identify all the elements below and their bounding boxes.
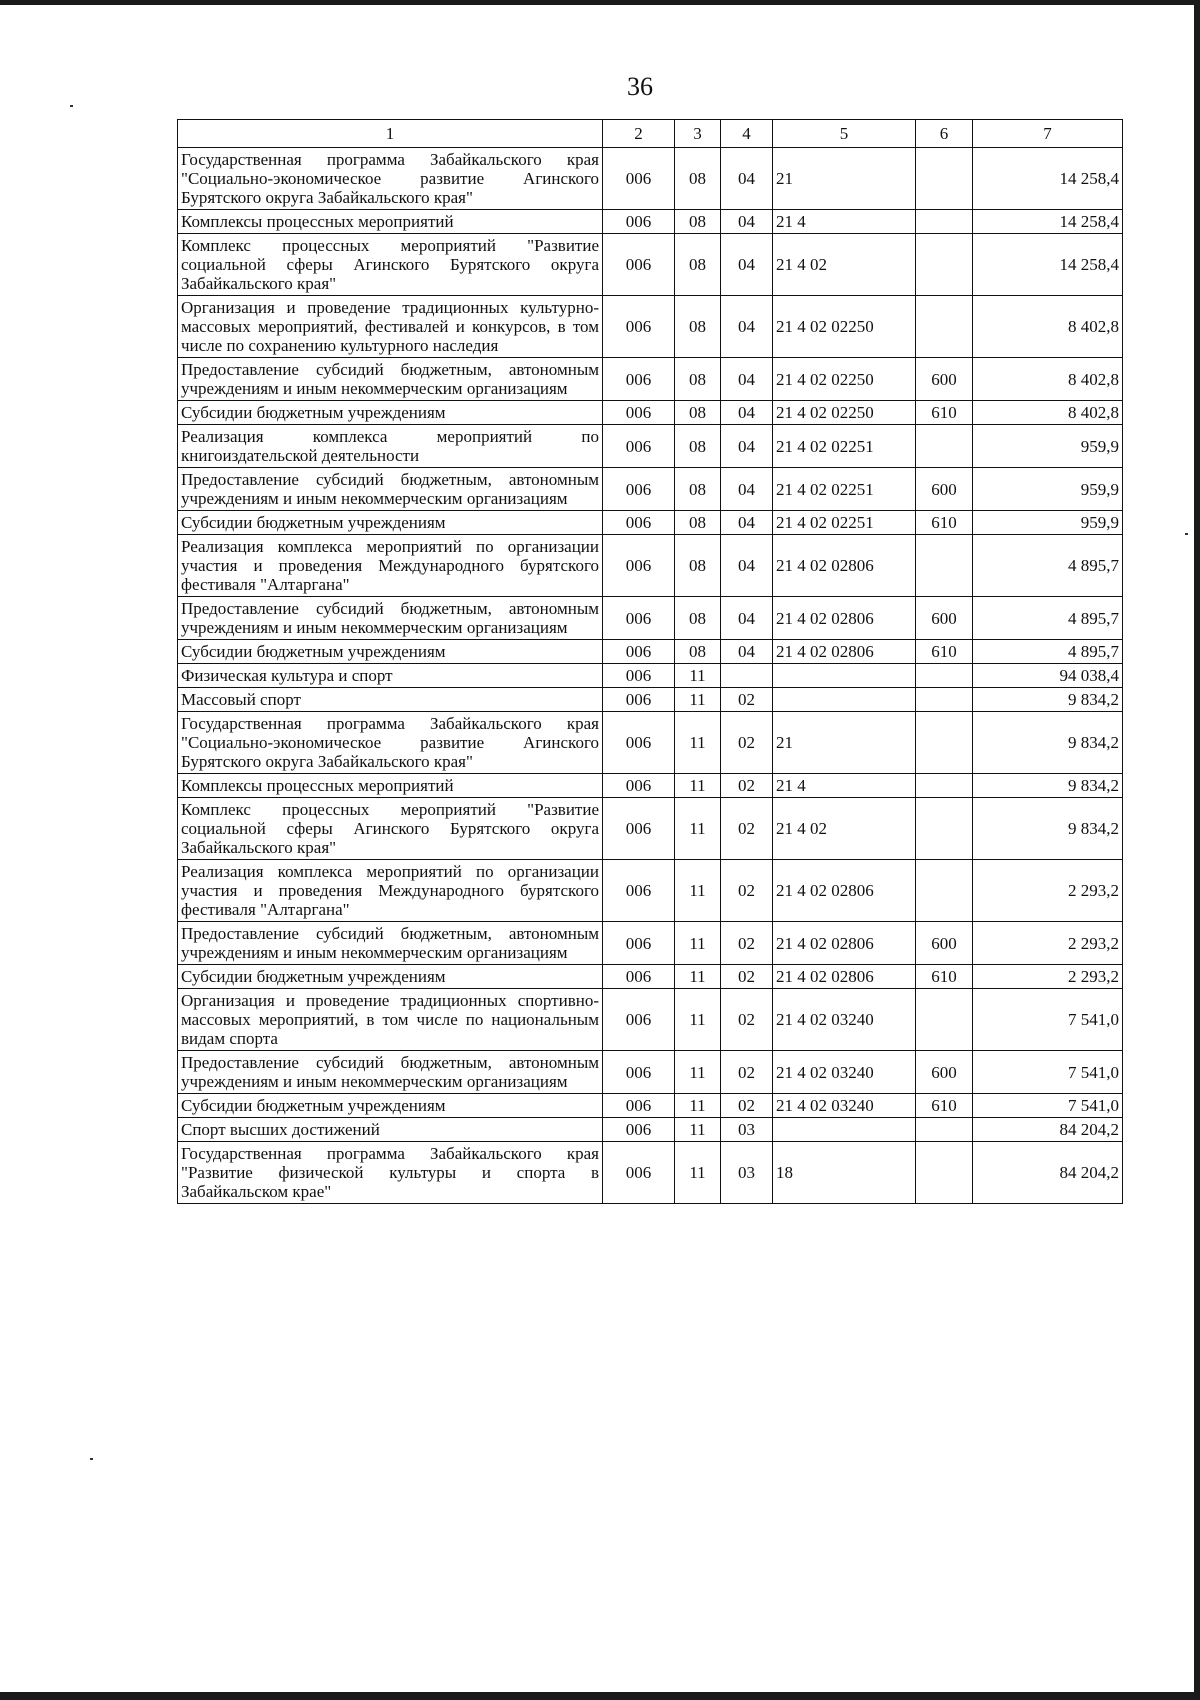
table-row — [178, 234, 1123, 296]
column-header: 6 — [916, 120, 973, 148]
target-article-cell — [773, 1118, 916, 1142]
amount-cell: 959,9 — [973, 425, 1123, 468]
subsection-code-cell: 03 — [721, 1118, 773, 1142]
expense-type-cell — [916, 989, 973, 1051]
expense-type-cell — [916, 425, 973, 468]
ministry-code-cell: 006 — [603, 664, 675, 688]
target-article-cell: 21 4 02 03240 — [773, 1094, 916, 1118]
amount-cell: 8 402,8 — [973, 401, 1123, 425]
section-code-cell: 11 — [675, 1094, 721, 1118]
amount-cell: 84 204,2 — [973, 1142, 1123, 1204]
table-body — [178, 148, 1123, 1204]
subsection-code-cell: 02 — [721, 712, 773, 774]
subsection-code-cell: 04 — [721, 234, 773, 296]
target-article-cell: 21 4 02 02251 — [773, 425, 916, 468]
amount-cell: 14 258,4 — [973, 148, 1123, 210]
ministry-code-cell: 006 — [603, 401, 675, 425]
amount-cell: 7 541,0 — [973, 989, 1123, 1051]
budget-table — [177, 119, 1123, 1204]
expense-type-cell — [916, 664, 973, 688]
row-name-cell: Предоставление субсидий бюджетным, автономным учреждениям и иным некоммерческим организациям — [178, 468, 603, 511]
section-code-cell: 08 — [675, 234, 721, 296]
subsection-code-cell: 02 — [721, 774, 773, 798]
table-row — [178, 425, 1123, 468]
subsection-code-cell: 04 — [721, 296, 773, 358]
ministry-code-cell: 006 — [603, 511, 675, 535]
section-code-cell: 11 — [675, 798, 721, 860]
row-name-cell: Реализация комплекса мероприятий по организации участия и проведения Международного бурятского фестиваля "Алтаргана" — [178, 860, 603, 922]
target-article-cell: 21 4 — [773, 774, 916, 798]
row-name-cell: Комплексы процессных мероприятий — [178, 774, 603, 798]
table-row — [178, 640, 1123, 664]
table-row — [178, 965, 1123, 989]
amount-cell: 8 402,8 — [973, 296, 1123, 358]
scan-border-right — [1194, 0, 1200, 1700]
ministry-code-cell: 006 — [603, 358, 675, 401]
expense-type-cell: 600 — [916, 922, 973, 965]
expense-type-cell — [916, 535, 973, 597]
expense-type-cell: 610 — [916, 965, 973, 989]
table-header-row — [178, 120, 1123, 148]
subsection-code-cell: 02 — [721, 965, 773, 989]
subsection-code-cell: 04 — [721, 210, 773, 234]
ministry-code-cell: 006 — [603, 296, 675, 358]
table-row — [178, 1142, 1123, 1204]
expense-type-cell: 610 — [916, 401, 973, 425]
table-row — [178, 1118, 1123, 1142]
target-article-cell: 21 4 02 02806 — [773, 640, 916, 664]
target-article-cell: 21 4 02 02806 — [773, 922, 916, 965]
subsection-code-cell: 04 — [721, 425, 773, 468]
table-row — [178, 774, 1123, 798]
amount-cell: 14 258,4 — [973, 210, 1123, 234]
page-number: 36 — [627, 72, 653, 101]
section-code-cell: 08 — [675, 401, 721, 425]
target-article-cell: 21 4 02 02250 — [773, 401, 916, 425]
amount-cell: 8 402,8 — [973, 358, 1123, 401]
subsection-code-cell: 02 — [721, 1094, 773, 1118]
section-code-cell: 11 — [675, 922, 721, 965]
row-name-cell: Реализация комплекса мероприятий по организации участия и проведения Международного бурятского фестиваля "Алтаргана" — [178, 535, 603, 597]
amount-cell: 4 895,7 — [973, 597, 1123, 640]
row-name-cell: Государственная программа Забайкальского края "Развитие физической культуры и спорта в Забайкальском крае" — [178, 1142, 603, 1204]
section-code-cell: 08 — [675, 640, 721, 664]
target-article-cell: 21 4 02 02250 — [773, 296, 916, 358]
amount-cell: 9 834,2 — [973, 688, 1123, 712]
row-name-cell: Предоставление субсидий бюджетным, автономным учреждениям и иным некоммерческим организациям — [178, 597, 603, 640]
ministry-code-cell: 006 — [603, 535, 675, 597]
expense-type-cell — [916, 860, 973, 922]
row-name-cell: Комплексы процессных мероприятий — [178, 210, 603, 234]
row-name-cell: Субсидии бюджетным учреждениям — [178, 1094, 603, 1118]
subsection-code-cell: 04 — [721, 468, 773, 511]
expense-type-cell — [916, 148, 973, 210]
section-code-cell: 11 — [675, 774, 721, 798]
target-article-cell — [773, 688, 916, 712]
section-code-cell: 08 — [675, 468, 721, 511]
target-article-cell: 21 — [773, 712, 916, 774]
subsection-code-cell: 04 — [721, 148, 773, 210]
table-row — [178, 1051, 1123, 1094]
section-code-cell: 08 — [675, 358, 721, 401]
ministry-code-cell: 006 — [603, 1142, 675, 1204]
ministry-code-cell: 006 — [603, 468, 675, 511]
expense-type-cell — [916, 688, 973, 712]
expense-type-cell — [916, 1142, 973, 1204]
section-code-cell: 11 — [675, 1051, 721, 1094]
ministry-code-cell: 006 — [603, 798, 675, 860]
section-code-cell: 11 — [675, 860, 721, 922]
section-code-cell: 11 — [675, 688, 721, 712]
target-article-cell: 21 4 02 02806 — [773, 860, 916, 922]
expense-type-cell: 600 — [916, 597, 973, 640]
target-article-cell — [773, 664, 916, 688]
ministry-code-cell: 006 — [603, 234, 675, 296]
section-code-cell: 08 — [675, 535, 721, 597]
amount-cell: 2 293,2 — [973, 922, 1123, 965]
column-header: 4 — [721, 120, 773, 148]
subsection-code-cell — [721, 664, 773, 688]
ministry-code-cell: 006 — [603, 860, 675, 922]
row-name-cell: Государственная программа Забайкальского края "Социально-экономическое развитие Агинского Бурятского округа Забайкальского края" — [178, 148, 603, 210]
ministry-code-cell: 006 — [603, 597, 675, 640]
target-article-cell: 21 4 02 — [773, 234, 916, 296]
expense-type-cell — [916, 1118, 973, 1142]
row-name-cell: Субсидии бюджетным учреждениям — [178, 511, 603, 535]
expense-type-cell: 600 — [916, 1051, 973, 1094]
row-name-cell: Организация и проведение традиционных спортивно-массовых мероприятий, в том числе по национальным видам спорта — [178, 989, 603, 1051]
expense-type-cell: 610 — [916, 1094, 973, 1118]
ministry-code-cell: 006 — [603, 1094, 675, 1118]
column-header: 5 — [773, 120, 916, 148]
expense-type-cell — [916, 296, 973, 358]
expense-type-cell: 600 — [916, 468, 973, 511]
subsection-code-cell: 04 — [721, 358, 773, 401]
row-name-cell: Предоставление субсидий бюджетным, автономным учреждениям и иным некоммерческим организациям — [178, 1051, 603, 1094]
row-name-cell: Государственная программа Забайкальского края "Социально-экономическое развитие Агинского Бурятского округа Забайкальского края" — [178, 712, 603, 774]
subsection-code-cell: 04 — [721, 535, 773, 597]
ministry-code-cell: 006 — [603, 965, 675, 989]
ministry-code-cell: 006 — [603, 688, 675, 712]
subsection-code-cell: 04 — [721, 640, 773, 664]
table-row — [178, 296, 1123, 358]
table-row — [178, 210, 1123, 234]
target-article-cell: 21 4 02 02806 — [773, 965, 916, 989]
amount-cell: 959,9 — [973, 468, 1123, 511]
amount-cell: 2 293,2 — [973, 860, 1123, 922]
row-name-cell: Комплекс процессных мероприятий "Развитие социальной сферы Агинского Бурятского округа Забайкальского края" — [178, 798, 603, 860]
section-code-cell: 08 — [675, 148, 721, 210]
ministry-code-cell: 006 — [603, 1051, 675, 1094]
subsection-code-cell: 02 — [721, 860, 773, 922]
column-header: 7 — [973, 120, 1123, 148]
section-code-cell: 08 — [675, 296, 721, 358]
subsection-code-cell: 04 — [721, 401, 773, 425]
section-code-cell: 11 — [675, 965, 721, 989]
expense-type-cell: 610 — [916, 511, 973, 535]
section-code-cell: 11 — [675, 712, 721, 774]
section-code-cell: 08 — [675, 425, 721, 468]
table-row — [178, 688, 1123, 712]
expense-type-cell — [916, 774, 973, 798]
amount-cell: 7 541,0 — [973, 1051, 1123, 1094]
subsection-code-cell: 02 — [721, 989, 773, 1051]
table-row — [178, 358, 1123, 401]
scan-border-bottom — [0, 1692, 1200, 1700]
scan-border-top — [0, 0, 1200, 5]
target-article-cell: 21 4 02 03240 — [773, 1051, 916, 1094]
subsection-code-cell: 02 — [721, 1051, 773, 1094]
subsection-code-cell: 04 — [721, 597, 773, 640]
target-article-cell: 21 4 02 02250 — [773, 358, 916, 401]
amount-cell: 4 895,7 — [973, 640, 1123, 664]
row-name-cell: Спорт высших достижений — [178, 1118, 603, 1142]
table-row — [178, 860, 1123, 922]
section-code-cell: 08 — [675, 210, 721, 234]
subsection-code-cell: 03 — [721, 1142, 773, 1204]
subsection-code-cell: 02 — [721, 798, 773, 860]
section-code-cell: 11 — [675, 1142, 721, 1204]
subsection-code-cell: 02 — [721, 922, 773, 965]
row-name-cell: Предоставление субсидий бюджетным, автономным учреждениям и иным некоммерческим организациям — [178, 922, 603, 965]
row-name-cell: Субсидии бюджетным учреждениям — [178, 640, 603, 664]
target-article-cell: 21 4 02 02251 — [773, 468, 916, 511]
amount-cell: 2 293,2 — [973, 965, 1123, 989]
table-row — [178, 989, 1123, 1051]
ministry-code-cell: 006 — [603, 1118, 675, 1142]
row-name-cell: Реализация комплекса мероприятий по книгоиздательской деятельности — [178, 425, 603, 468]
subsection-code-cell: 02 — [721, 688, 773, 712]
ministry-code-cell: 006 — [603, 148, 675, 210]
target-article-cell: 21 — [773, 148, 916, 210]
column-header: 3 — [675, 120, 721, 148]
amount-cell: 14 258,4 — [973, 234, 1123, 296]
amount-cell: 7 541,0 — [973, 1094, 1123, 1118]
section-code-cell: 11 — [675, 1118, 721, 1142]
ministry-code-cell: 006 — [603, 640, 675, 664]
row-name-cell: Субсидии бюджетным учреждениям — [178, 965, 603, 989]
section-code-cell: 11 — [675, 989, 721, 1051]
ministry-code-cell: 006 — [603, 425, 675, 468]
table-row — [178, 922, 1123, 965]
table-row — [178, 535, 1123, 597]
column-header: 1 — [178, 120, 603, 148]
target-article-cell: 21 4 02 02806 — [773, 535, 916, 597]
expense-type-cell — [916, 712, 973, 774]
table-row — [178, 597, 1123, 640]
row-name-cell: Физическая культура и спорт — [178, 664, 603, 688]
ministry-code-cell: 006 — [603, 712, 675, 774]
expense-type-cell — [916, 234, 973, 296]
target-article-cell: 21 4 02 02251 — [773, 511, 916, 535]
table-row — [178, 468, 1123, 511]
table-row — [178, 401, 1123, 425]
target-article-cell: 18 — [773, 1142, 916, 1204]
amount-cell: 94 038,4 — [973, 664, 1123, 688]
target-article-cell: 21 4 02 02806 — [773, 597, 916, 640]
amount-cell: 959,9 — [973, 511, 1123, 535]
row-name-cell: Субсидии бюджетным учреждениям — [178, 401, 603, 425]
amount-cell: 9 834,2 — [973, 798, 1123, 860]
column-header: 2 — [603, 120, 675, 148]
expense-type-cell: 600 — [916, 358, 973, 401]
amount-cell: 9 834,2 — [973, 712, 1123, 774]
target-article-cell: 21 4 — [773, 210, 916, 234]
target-article-cell: 21 4 02 — [773, 798, 916, 860]
ministry-code-cell: 006 — [603, 210, 675, 234]
row-name-cell: Организация и проведение традиционных культурно-массовых мероприятий, фестивалей и конкурсов, в том числе по сохранению культурного наследия — [178, 296, 603, 358]
amount-cell: 84 204,2 — [973, 1118, 1123, 1142]
section-code-cell: 08 — [675, 597, 721, 640]
scan-speck — [70, 105, 73, 107]
subsection-code-cell: 04 — [721, 511, 773, 535]
row-name-cell: Предоставление субсидий бюджетным, автономным учреждениям и иным некоммерческим организациям — [178, 358, 603, 401]
amount-cell: 9 834,2 — [973, 774, 1123, 798]
target-article-cell: 21 4 02 03240 — [773, 989, 916, 1051]
expense-type-cell — [916, 210, 973, 234]
table-row — [178, 712, 1123, 774]
expense-type-cell — [916, 798, 973, 860]
table-row — [178, 664, 1123, 688]
table-row — [178, 798, 1123, 860]
amount-cell: 4 895,7 — [973, 535, 1123, 597]
section-code-cell: 08 — [675, 511, 721, 535]
scan-speck — [90, 1458, 93, 1460]
ministry-code-cell: 006 — [603, 922, 675, 965]
expense-type-cell: 610 — [916, 640, 973, 664]
table-row — [178, 511, 1123, 535]
ministry-code-cell: 006 — [603, 989, 675, 1051]
ministry-code-cell: 006 — [603, 774, 675, 798]
table-row — [178, 1094, 1123, 1118]
scan-speck — [1185, 533, 1188, 535]
table-row — [178, 148, 1123, 210]
section-code-cell: 11 — [675, 664, 721, 688]
row-name-cell: Массовый спорт — [178, 688, 603, 712]
row-name-cell: Комплекс процессных мероприятий "Развитие социальной сферы Агинского Бурятского округа Забайкальского края" — [178, 234, 603, 296]
